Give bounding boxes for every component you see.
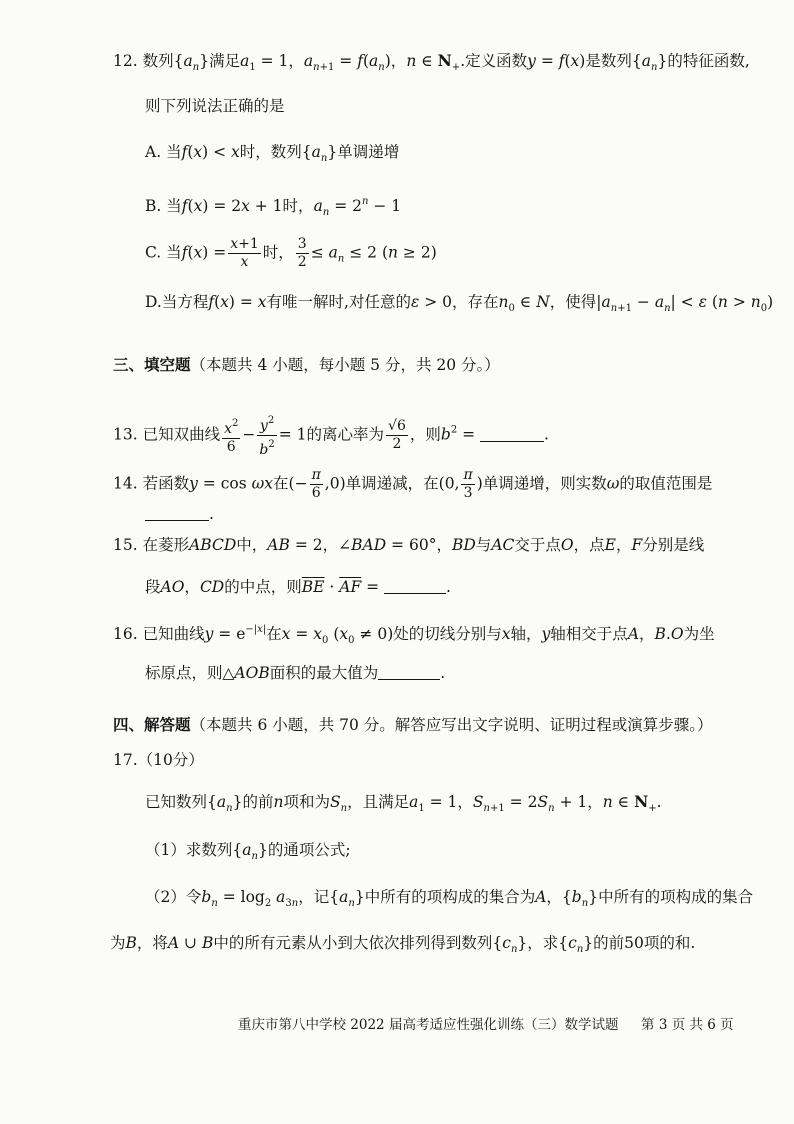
q17-text: ， xyxy=(546,888,562,906)
option-text: 当方程 xyxy=(161,293,209,311)
q17-text: 的前50项的和. xyxy=(593,934,696,952)
q12-number: 12. xyxy=(113,52,138,70)
q12-line1: 12. 数列$\{a_n\}$满足$a_1 = 1$，$a_{n+1} = f(a_n)$，n ∈ $N_+$.定义函数y = f(x)是数列$\{a_n\}$的特征函数, xyxy=(113,51,750,73)
q16: 16. 已知曲线$y = e^{-|x|}$在$x = x_0$ $(x_0 \ne 0)$处的切线分别与x轴，y轴相交于点A，B.O为坐 xyxy=(113,624,715,646)
q15-number: 15. xyxy=(113,536,138,554)
q15-text: ，点 xyxy=(573,536,605,554)
answer-blank[interactable] xyxy=(384,579,446,594)
answer-blank[interactable] xyxy=(378,665,440,680)
q12-text: 数列 xyxy=(142,52,174,70)
q15-text: ， xyxy=(615,536,632,554)
q14-text: 若函数 xyxy=(142,474,190,493)
q14-text: 单调递减，在 xyxy=(345,474,439,493)
q15-text: . xyxy=(446,578,451,596)
option-label: C. xyxy=(145,243,162,262)
section-desc: （本题共 4 小题，每小题 5 分，共 20 分。） xyxy=(190,356,500,374)
q16-text: 已知曲线 xyxy=(142,625,205,643)
q15: 15. 在菱形ABCD中，AB = 2，∠BAD = 60°，BD与AC交于点O，点E，F分别是线 xyxy=(113,536,705,554)
q12-option-c: C. 当f(x) = $\frac{x+1}{x}$ 时， $\frac{3}{2}$ ≤ $a_n \le 2$ (n ≥ 2) xyxy=(145,236,437,270)
q17-number: 17. xyxy=(113,751,138,769)
q17-part2: （2）令$b_n = \log_2 a_{3n}$，记$\{a_n\}$中所有的项构成的集合为A，$\{b_n\}$中所有的项构成的集合 xyxy=(145,888,754,909)
q15-text: ， xyxy=(436,536,452,554)
option-text: ，使得 xyxy=(549,293,597,311)
q15-text: 在菱形 xyxy=(142,536,190,554)
section-title: 四、解答题 xyxy=(113,715,191,734)
q17-text: （1）求数列 xyxy=(145,841,233,859)
q17-text: ， xyxy=(587,793,603,811)
q12-line2: 则下列说法正确的是 xyxy=(145,97,285,115)
q14-number: 14. xyxy=(113,474,138,493)
q12-text: 的特征函数, xyxy=(667,52,750,70)
option-text: ，存在 xyxy=(452,293,499,311)
q17-text: 已知数列 xyxy=(145,793,208,811)
q13: 13. 已知双曲线 $\frac{x^2}{6}$ − $\frac{y^2}{b^2}$ = 1的离心率为 $\frac{√6}{2}$ ，则$b^2$ = . xyxy=(113,412,549,459)
q17-text: ，求 xyxy=(527,934,559,952)
q15-text: ， xyxy=(184,578,200,596)
q17-text: 中的所有元素从小到大依次排列得到数列 xyxy=(213,934,493,952)
q16-text: 轴， xyxy=(510,625,542,643)
section-3-header xyxy=(113,355,500,375)
q17-text: ，将 xyxy=(136,934,168,952)
q14-text: 单调递增，则实数 xyxy=(482,474,607,493)
q15-line2: 段AO，CD的中点，则$\overline{BE} \cdot \overline{AF}$ = . xyxy=(145,578,451,596)
option-label: B. xyxy=(145,197,162,215)
option-text: 时， xyxy=(262,243,294,262)
q17-part2-line2: 为B，将A ∪ B中的所有元素从小到大依次排列得到数列$\{c_n\}$，求$\{c_n\}$的前50项的和. xyxy=(110,934,696,955)
q15-text: 分别是线 xyxy=(642,536,705,554)
option-label: D. xyxy=(145,293,162,311)
q15-text: 交于点 xyxy=(514,536,561,554)
q13-text: 的离心率为 xyxy=(306,425,385,444)
q12-option-a: A. 当f(x) < x时，数列$\{a_n\}$单调递增 xyxy=(145,143,400,164)
q12-text: ， xyxy=(390,52,407,70)
q17-text: ，且满足 xyxy=(347,793,410,811)
q13-number: 13. xyxy=(113,425,138,444)
section-desc: （本题共 6 小题，共 70 分。解答应写出文字说明、证明过程或演算步骤。） xyxy=(190,716,713,734)
option-text: 当 xyxy=(166,143,182,161)
q15-text: 的中点，则 xyxy=(224,578,302,596)
q17-text: （2）令 xyxy=(145,888,202,906)
q15-text: 段 xyxy=(145,578,161,596)
q16-text: 标原点，则△ xyxy=(145,664,235,682)
q17-part1: （1）求数列$\{a_n\}$的通项公式; xyxy=(145,841,351,862)
q17-text: 的前 xyxy=(242,793,274,811)
answer-blank[interactable] xyxy=(480,427,544,442)
q16-text: 面积的最大值为 xyxy=(269,664,379,682)
option-text: 当 xyxy=(166,197,182,215)
section-title: 三、填空题 xyxy=(113,355,191,374)
q12-text: 是数列 xyxy=(585,52,632,70)
q12-option-d: D.当方程f(x) = x有唯一解时,对任意的ε > 0，存在$n_0$ ∈ N，使得$|a_{n+1} - a_n| < \varepsilon$ $(n > n_0)$ xyxy=(145,293,774,314)
q17-text: ，记 xyxy=(298,888,330,906)
q12-text: 满足 xyxy=(209,52,241,70)
q15-text: 中， xyxy=(236,536,268,554)
q17-score: （10分） xyxy=(137,751,204,769)
page-number: 第 3 页 共 6 页 xyxy=(641,1017,734,1033)
q12-text: .定义函数 xyxy=(460,52,528,70)
option-text: 有唯一解时,对任意的 xyxy=(266,293,411,311)
q16-line2: 标原点，则△AOB面积的最大值为 . xyxy=(145,664,446,682)
q14: 14. 若函数y = cos ωx在(− $\frac{\pi}{6}$ ,0)单调递减，在(0, $\frac{\pi}{3}$ )单调递增，则实数ω的取值范围是 xyxy=(113,467,713,501)
option-label: A. xyxy=(145,143,162,161)
q17-text: 中所有的项构成的集合为 xyxy=(364,888,536,906)
q12-option-b: B. 当f(x) = 2x + 1时，$a_n = 2^n - 1$ xyxy=(145,196,402,218)
q14-text: 在 xyxy=(273,474,289,493)
q17-text: 为 xyxy=(110,934,126,952)
answer-blank[interactable] xyxy=(145,506,209,521)
q13-text: 已知双曲线 xyxy=(142,425,221,444)
footer-title: 重庆市第八中学校 2022 届高考适应性强化训练（三）数学试题 xyxy=(238,1017,619,1033)
q13-text: . xyxy=(544,425,549,444)
q15-text: 与 xyxy=(475,536,492,554)
q14-text: 的取值范围是 xyxy=(619,474,713,493)
q16-text: ， xyxy=(639,625,655,643)
q17-text: 中所有的项构成的集合 xyxy=(598,888,754,906)
q17-text: 的通项公式; xyxy=(267,841,351,859)
option-text: 单调递增 xyxy=(337,143,400,161)
option-text: 当 xyxy=(166,243,182,262)
q16-text: 轴相交于点 xyxy=(550,625,628,643)
q17-text: 项和为 xyxy=(283,793,330,811)
q13-text: ，则 xyxy=(409,425,441,444)
q16-text: 处的切线分别与 xyxy=(393,625,502,643)
q16-text: 在 xyxy=(266,625,282,643)
q16-number: 16. xyxy=(113,625,138,643)
q14-text: . xyxy=(209,505,214,523)
q12-text: ， xyxy=(288,52,304,70)
q15-text: ， xyxy=(322,536,339,554)
q17-header xyxy=(113,750,204,770)
q16-text: . xyxy=(665,625,671,643)
q17-text: ， xyxy=(457,793,473,811)
option-text: 时， xyxy=(282,197,314,215)
q17-line1: 已知数列$\{a_n\}$的前n项和为$S_n$，且满足$a_1 = 1$，$S_{n+1} = 2S_n + 1$，n ∈ $N_+$. xyxy=(145,792,662,814)
q16-text: 为坐 xyxy=(683,625,715,643)
footer xyxy=(238,1015,734,1035)
option-text: 时，数列 xyxy=(239,143,302,161)
q14-line2 xyxy=(145,504,214,524)
q17-text: . xyxy=(656,793,662,811)
section-4-header xyxy=(113,715,713,735)
q16-text: . xyxy=(440,664,446,682)
